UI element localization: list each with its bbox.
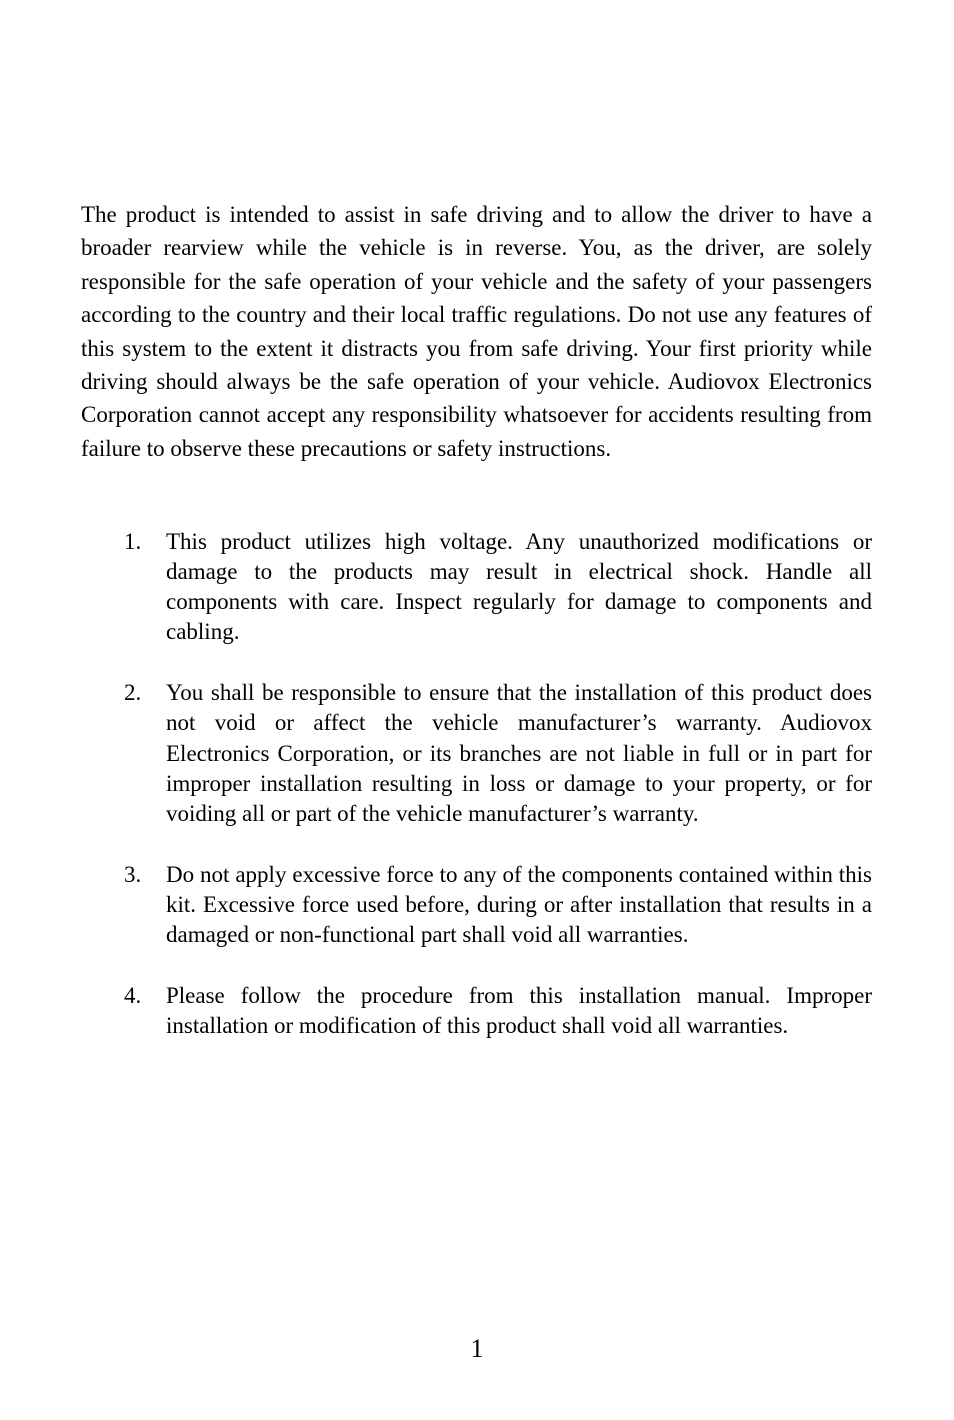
- list-item: [0, 527, 954, 647]
- list-item-text: This product utilizes high voltage. Any unauthorized modifications or damage to the products may result in electrical shock. Handle all components with care. Inspect regularly for damage to components and cabling.: [166, 529, 872, 645]
- list-item: [0, 981, 954, 1041]
- intro-paragraph: The product is intended to assist in safe driving and to allow the driver to have a broader rearview while the vehicle is in reverse. You, as the driver, are solely responsible for the safe operation of your vehicle and the safety of your passengers according to the country and their local traffic regulations. Do not use any features of this system to the extent it distracts you from safe driving. Your first priority while driving should always be the safe operation of your vehicle. Audiovox Electronics Corporation cannot accept any responsibility whatsoever for accidents resulting from failure to observe these precautions or safety instructions.: [81, 202, 872, 461]
- list-item-number: 4.: [124, 983, 142, 1009]
- list-item: [0, 860, 954, 950]
- safety-instructions-list: [0, 527, 954, 1072]
- list-item-text: You shall be responsible to ensure that the installation of this product does not void or affect the vehicle manufacturer’s warranty. Audiovox Electronics Corporation, or its branches are not liable in full or in part for improper installation resulting in loss or damage to your property, or for voiding all or part of the vehicle manufacturer’s warranty.: [166, 680, 872, 826]
- list-item-number: 1.: [124, 529, 142, 554]
- list-item-number: 2.: [124, 680, 142, 706]
- list-item: [0, 678, 954, 828]
- page-number: 1: [470, 1334, 484, 1363]
- list-item-text: Please follow the procedure from this installation manual. Improper installation or modification of this product shall void all warranties.: [166, 983, 872, 1039]
- list-item-text: Do not apply excessive force to any of the components contained within this kit. Excessive force used before, during or after installation that results in a damaged or non-functional part shall void all warranties.: [166, 861, 872, 948]
- list-item-number: 3.: [124, 861, 142, 887]
